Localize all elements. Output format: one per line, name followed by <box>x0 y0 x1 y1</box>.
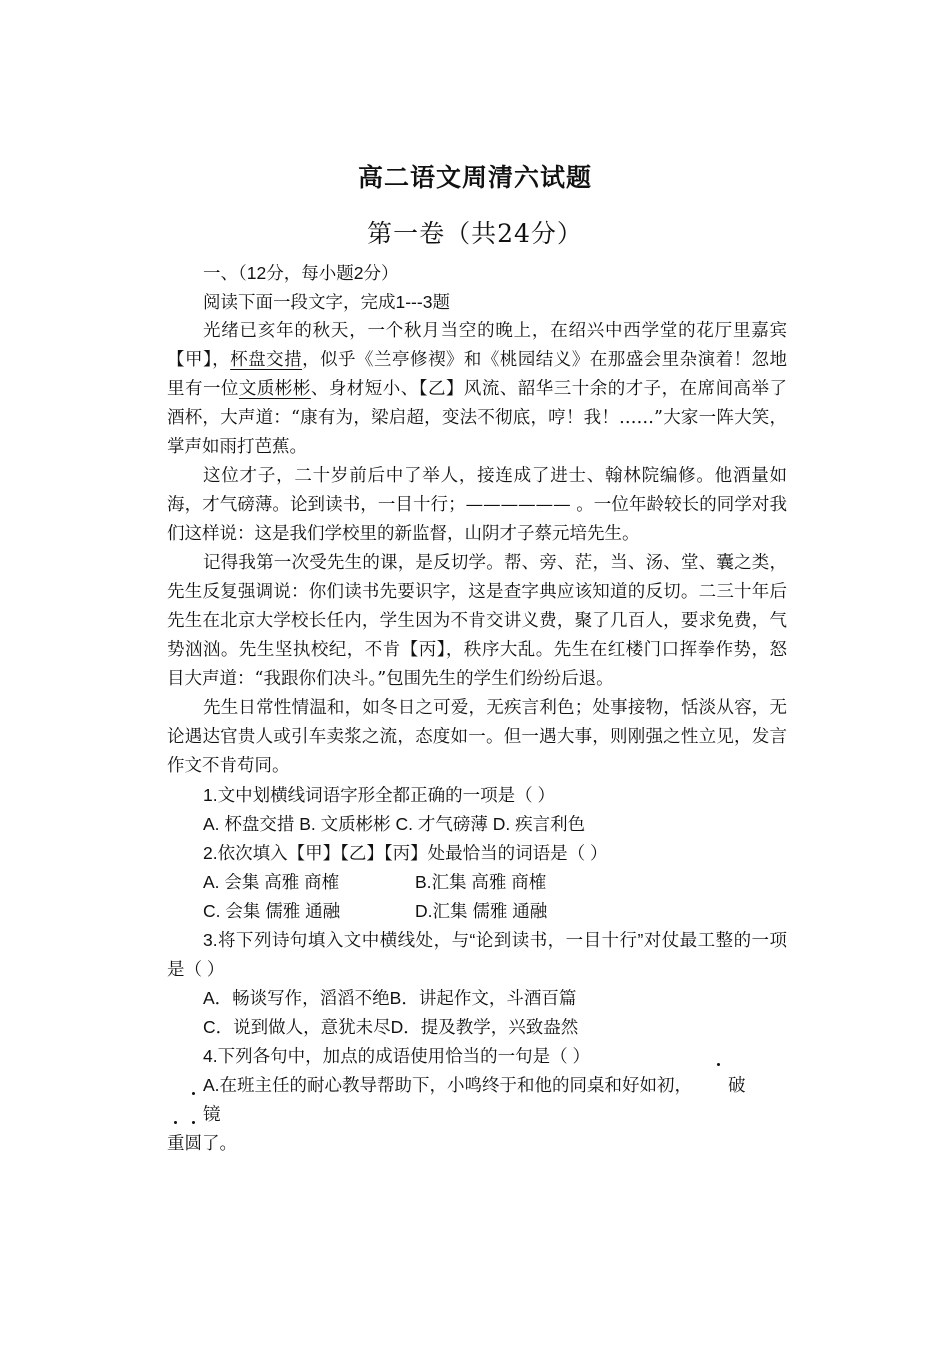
section-heading: 一、（12分，每小题2分） <box>203 263 399 283</box>
underlined-term-2: 文质彬彬 <box>238 379 311 399</box>
reading-instruction: 阅读下面一段文字，完成1---3题 <box>203 292 450 312</box>
passage-text: 光绪已亥年的秋天，一个秋月当空的晚上，在绍兴中西学堂的花厅里嘉宾【甲】， <box>167 321 787 370</box>
question-4-option-a <box>167 1071 787 1129</box>
option-a: A．畅谈写作，滔滔不绝 <box>203 988 390 1008</box>
question-4-option-a-continued <box>167 1129 787 1158</box>
question-2-options-row-1 <box>167 868 787 897</box>
option-b: B.汇集 高雅 商榷 <box>415 872 547 892</box>
option-a-text: A.在班主任的耐心教导帮助下，小鸣终于和他的同桌和好如初， <box>203 1075 693 1095</box>
emphasis-dotted-char: 圆 <box>185 1129 203 1158</box>
question-3-options-row-2 <box>167 1013 787 1042</box>
option-d: D.汇集 儒雅 通融 <box>415 901 548 921</box>
question-1-stem: 1.文中划横线词语字形全都正确的一项是（ ） <box>203 785 555 805</box>
option-b: B．讲起作文，斗酒百篇 <box>389 988 577 1008</box>
question-4-stem: 4.下列各句中，加点的成语使用恰当的一句是（ ） <box>203 1046 590 1066</box>
emphasis-dotted-char: 重 <box>167 1129 185 1158</box>
question-2-options-row-2 <box>167 897 787 926</box>
question-1-options: A. 杯盘交措 B. 文质彬彬 C. 才气磅薄 D. 疾言利色 <box>203 814 586 834</box>
passage-text: 、身材短小、【乙】风流、韶华三十余的才子，在席间高举了酒杯，大声道：“康有为，梁启超，变法不彻底，哼！我！……”大家一阵大笑，掌声如雨打芭蕉。 <box>167 379 788 457</box>
passage-paragraph-1 <box>167 317 787 462</box>
page-title: 高二语文周清六试题 <box>357 163 592 192</box>
emphasis-dotted-char: 镜 <box>167 1100 221 1129</box>
option-c: C．说到做人，意犹未尽 <box>203 1017 391 1037</box>
passage-paragraph-2: 这位才子，二十岁前后中了举人，接连成了进士、翰林院编修。他酒量如海，才气磅薄。论到读书，一目十行；—————— 。一位年龄较长的同学对我们这样说：这是我们学校里的新监督，山阴才子蔡元培先生。 <box>167 466 787 544</box>
section-subtitle: 第一卷（共24分） <box>367 219 583 248</box>
option-a: A. 会集 高雅 商榷 <box>203 872 340 892</box>
passage-text: ，似乎《兰亭修禊》和《桃园结义》在那盛会里杂演着！忽地里有一位 <box>167 350 788 399</box>
question-3-stem: 3.将下列诗句填入文中横线处，与“论到读书，一目十行”对仗最工整的一项是（ ） <box>167 930 787 979</box>
question-3-options-row-1 <box>167 984 787 1013</box>
option-a-end: 了。 <box>202 1133 237 1153</box>
question-2-stem: 2.依次填入【甲】【乙】【丙】处最恰当的词语是（ ） <box>203 843 608 863</box>
passage-paragraph-4: 先生日常性情温和，如冬日之可爱，无疾言利色；处事接物，恬淡从容，无论遇达官贵人或引车卖浆之流，态度如一。但一遇大事，则刚强之性立见，发言作文不肯苟同。 <box>167 698 787 776</box>
passage-paragraph-3: 记得我第一次受先生的课，是反切学。帮、旁、茫，当、汤、堂、囊之类，先生反复强调说：你们读书先要识字，这是查字典应该知道的反切。二三十年后先生在北京大学校长任内，学生因为不肯交讲义费，聚了几百人，要求免费，气势汹汹。先生坚执校纪，不肯【丙】，秩序大乱。先生在红楼门口挥拳作势，怒目大声道：“我跟你们决斗。”包围先生的学生们纷纷后退。 <box>167 553 787 689</box>
exam-content <box>167 259 787 1158</box>
option-c: C. 会集 儒雅 通融 <box>203 901 341 921</box>
emphasis-dotted-char: 破 <box>692 1071 746 1100</box>
option-d: D．提及教学，兴致盎然 <box>390 1017 579 1037</box>
underlined-term-1: 杯盘交措 <box>230 350 303 370</box>
